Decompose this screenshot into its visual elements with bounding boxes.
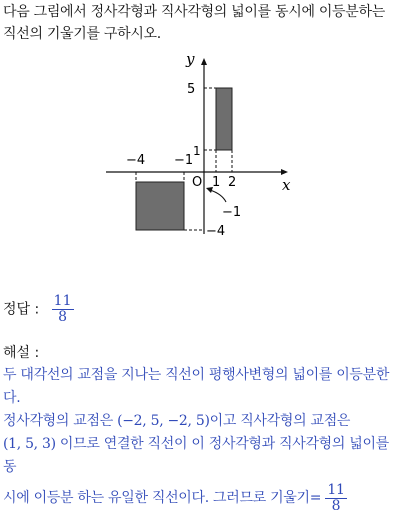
square-shape [136,182,184,230]
rectangle-shape [216,88,232,150]
answer-fraction [52,294,74,325]
coordinate-figure [100,44,300,240]
callout-arrow [210,190,226,202]
explanation-line-2-pre: 정사각형의 교점은 [3,413,118,429]
answer-numerator: 11 [53,293,72,309]
answer-label: 정답 : [3,301,40,318]
y-axis-label: y [186,50,195,68]
y-axis-arrow [201,58,207,65]
explanation-line-2 [3,410,399,433]
tick-neg4x-label: −4 [126,153,146,168]
explanation-line-4 [3,483,399,514]
question-line-1: 다음 그림에서 정사각형과 직사각형의 넓이를 동시에 이등분하는 [3,4,385,20]
x-axis-arrow [281,169,288,175]
explanation-label: 해설 : [3,345,40,361]
question-text [3,1,399,45]
explanation-line-2-post: 이고 직사각형의 교점은 [209,413,351,429]
slope-numerator: 11 [327,482,345,498]
question-line-2: 직선의 기울기를 구하시오. [3,26,161,42]
tick-1x-label: 1 [212,175,221,190]
tick-neg1x-label: −1 [174,153,194,168]
explanation-line-3-post: 이므로 연결한 직선이 이 정사각형과 직사각형의 넓이를 동 [3,436,389,475]
rectangle-center-coords: (1, 5, 3) [3,436,56,452]
tick-5-label: 5 [187,82,196,97]
answer-denominator: 8 [52,309,74,325]
slope-denominator: 8 [325,498,346,514]
explanation-text [3,364,399,514]
explanation-line-3 [3,433,399,479]
explanation-line-1: 두 대각선의 교점을 지나는 직선이 평행사변형의 넓이를 이등분한다. [3,367,390,406]
square-center-coords: (−2, 5, −2, 5) [117,413,210,429]
slope-fraction [325,483,346,514]
tick-2x-label: 2 [228,175,237,190]
origin-label: O [192,175,203,190]
tick-neg4y-label: −4 [206,224,226,239]
callout-label: −1 [222,205,242,220]
explanation-line-4-text: 시에 이등분 하는 유일한 직선이다. 그러므로 기울기= [3,490,322,506]
answer-row [3,294,74,325]
tick-1y-label: 1 [193,144,201,158]
x-axis-label: x [282,176,291,194]
